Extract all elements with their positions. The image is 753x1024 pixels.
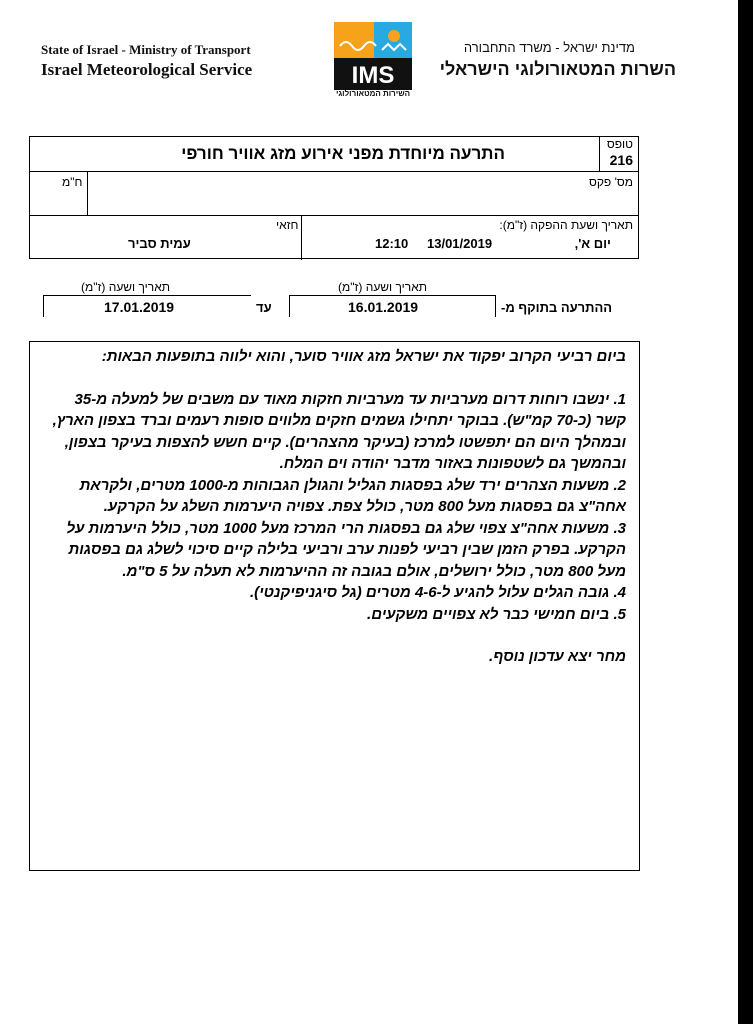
body-intro: ביום רביעי הקרוב יפקוד את ישראל מזג אוויר סוער, והוא ילווה בתופעות הבאות: <box>101 348 626 365</box>
col-divider <box>599 137 600 171</box>
until-label: עד <box>256 300 272 315</box>
to-date: 17.01.2019 <box>104 299 175 315</box>
from-datetime-label: תאריך ושעה (ז"מ) <box>338 280 428 294</box>
body-item-3: 3. משעות אחה"צ צפוי שלג גם בפסגות הרי המרכז מעל 1000 מטר, כולל היערמות על הקרקע. בפרק הזמן שבין רביעי לפנות ערב ורביעי בלילה קיים סיכוי לשלג גם בפסגות מעל 800 מטר, כולל ירושלים, אולם בגובה זה ההיערמות לא תעלה על 5 ס"מ. <box>66 519 626 580</box>
row-divider <box>30 215 638 216</box>
fax-label: מס' פקס <box>588 175 633 189</box>
forecaster-label: חזאי <box>276 218 299 232</box>
body-closing: מחר יצא עדכון נוסף. <box>489 648 626 665</box>
row-divider <box>30 171 638 172</box>
issue-day: יום א', <box>574 236 611 251</box>
ministry-hebrew-line: מדינת ישראל - משרד התחבורה <box>463 40 635 55</box>
form-title: התרעה מיוחדת מפני אירוע מזג אוויר חורפי <box>181 144 505 163</box>
body-item-4: 4. גובה הגלים עלול להגיע ל-4-6 מטרים (גל סיגניפיקנטי). <box>249 584 626 601</box>
ministry-english-line: State of Israel - Ministry of Transport <box>41 42 251 57</box>
signature-label: ח"מ <box>62 175 83 189</box>
forecaster-name: עמית סביר <box>128 236 191 251</box>
service-english-name: Israel Meteorological Service <box>41 60 253 79</box>
from-date: 16.01.2019 <box>348 299 419 315</box>
logo-caption: השירות המטאורולוגי <box>335 89 411 98</box>
logo-text: IMS <box>351 62 395 89</box>
form-number: 216 <box>609 152 633 168</box>
body-item-5: 5. ביום חמישי כבר לא צפויים משקעים. <box>367 605 626 623</box>
form-label: טופס <box>606 137 633 151</box>
issue-datetime-label: תאריך ושעת ההפקה (ז"מ): <box>499 218 633 232</box>
valid-from-label: ההתרעה בתוקף מ- <box>501 300 613 315</box>
col-divider <box>87 171 88 215</box>
warning-body <box>40 346 626 668</box>
issue-date: 13/01/2019 <box>427 236 493 251</box>
issue-time: 12:10 <box>375 236 409 251</box>
body-item-2: 2. משעות הצהרים ירד שלג בפסגות הגליל והגולן הגבוהות מ-1000 מטרים, ולקראת אחה"צ גם בפסגות מעל 800 מטר, כולל צפת. צפויה היערמות השלג על הקרקע. <box>79 476 626 515</box>
service-hebrew-name: השרות המטאורולוגי הישראלי <box>439 59 676 79</box>
col-divider <box>301 215 302 260</box>
form-header-table <box>29 136 639 259</box>
body-item-1: 1. ינשבו רוחות דרום מערביות עד מערביות חזקות מאוד עם משבים של למעלה מ-35 קשר (כ-70 קמ"ש). בבוקר יתחילו גשמים חזקים מלווים סופות רעמים וברד בצפון הארץ, ובמהלך היום הם יתפשטו למרכז (בעיקר מהצהרים). קיים חשש להצפות בעיקר בצפון, ובהמשך גם לשטפונות באזור מדבר יהודה וים המלח. <box>52 390 626 472</box>
to-datetime-label: תאריך ושעה (ז"מ) <box>81 280 171 294</box>
